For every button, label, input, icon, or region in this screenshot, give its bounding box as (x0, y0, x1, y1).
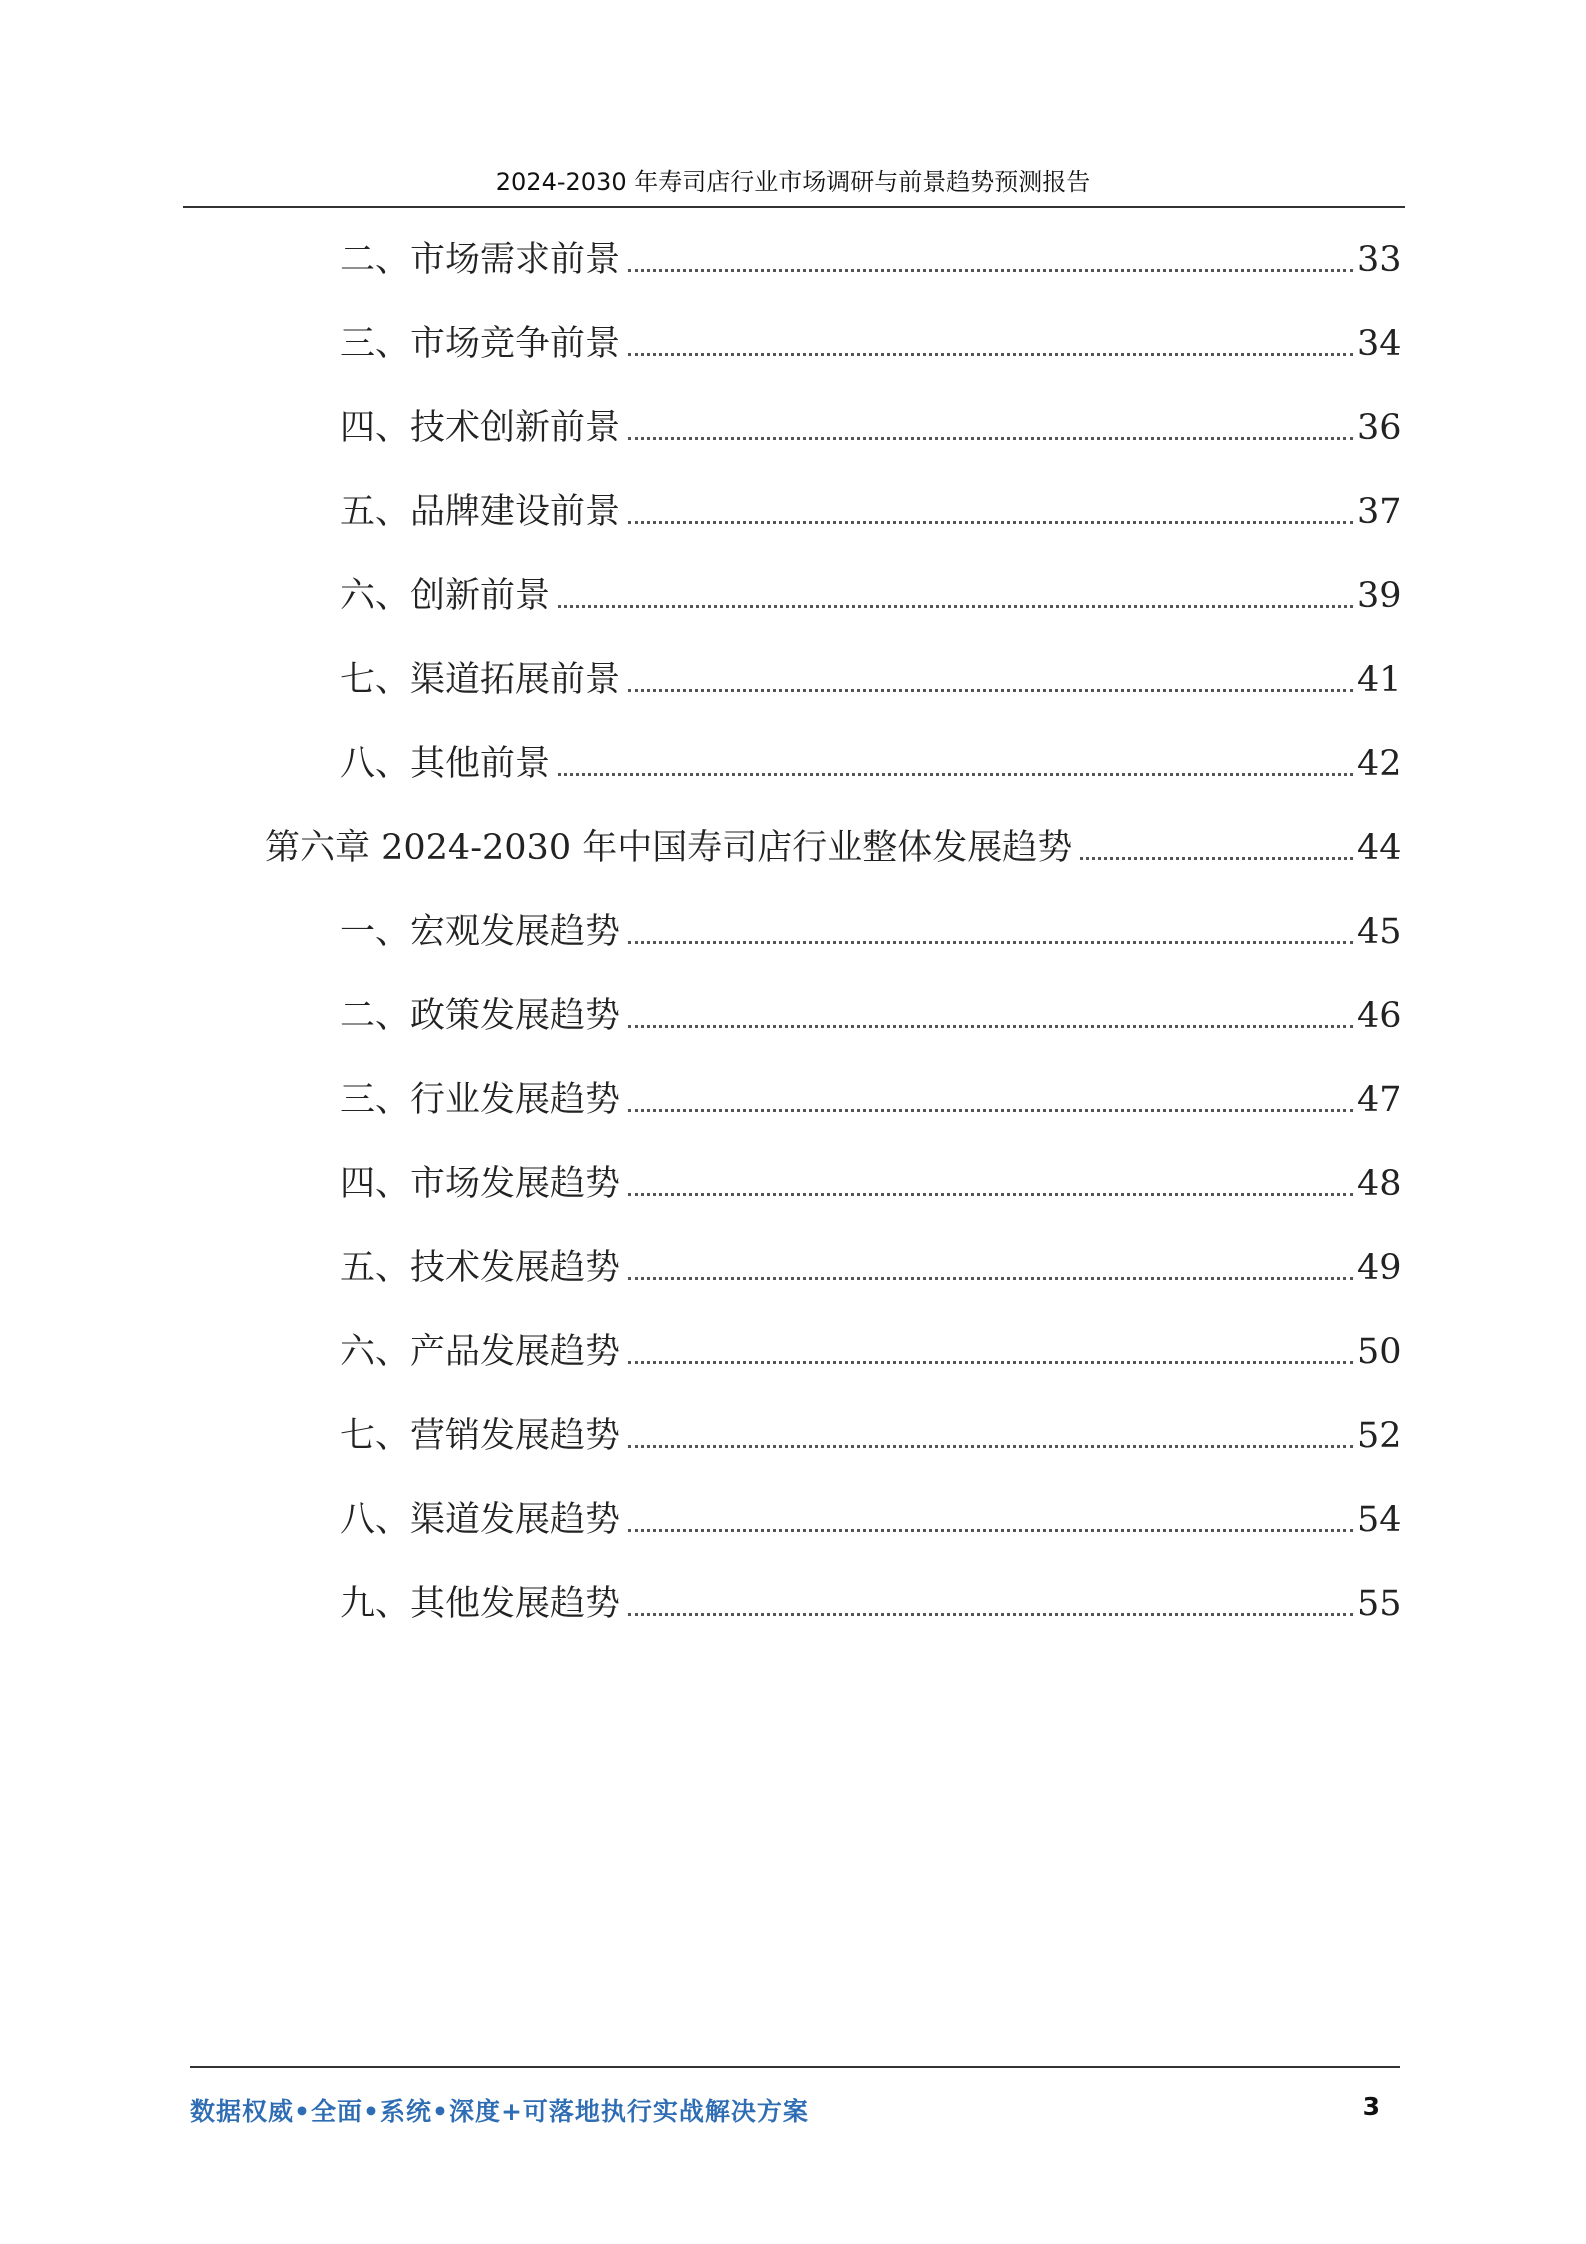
page-number: 3 (1362, 2092, 1380, 2121)
toc-dot-leader (628, 353, 1353, 356)
toc-entry-label: 八、其他前景 (340, 744, 551, 784)
toc-dot-leader (628, 1277, 1353, 1280)
toc-entry-label: 五、技术发展趋势 (340, 1248, 621, 1288)
toc-entry-page: 55 (1357, 1584, 1402, 1624)
toc-entry-page: 49 (1357, 1248, 1402, 1288)
toc-section-entry[interactable] (0, 726, 1586, 786)
toc-section-entry[interactable] (0, 306, 1586, 366)
toc-section-entry[interactable] (0, 894, 1586, 954)
toc-entry-page: 37 (1357, 492, 1402, 532)
toc-dot-leader (628, 941, 1353, 944)
toc-entry-label: 一、宏观发展趋势 (340, 912, 621, 952)
toc-entry-page: 54 (1357, 1500, 1402, 1540)
toc-dot-leader (628, 1529, 1353, 1532)
toc-dot-leader (628, 1361, 1353, 1364)
toc-dot-leader (628, 437, 1353, 440)
toc-entry-page: 46 (1357, 996, 1402, 1036)
toc-entry-page: 47 (1357, 1080, 1402, 1120)
toc-entry-label: 四、技术创新前景 (340, 408, 621, 448)
toc-entry-label: 六、产品发展趋势 (340, 1332, 621, 1372)
toc-dot-leader (628, 1109, 1353, 1112)
toc-dot-leader (628, 269, 1353, 272)
toc-section-entry[interactable] (0, 1146, 1586, 1206)
toc-section-entry[interactable] (0, 474, 1586, 534)
toc-entry-label: 五、品牌建设前景 (340, 492, 621, 532)
toc-dot-leader (628, 689, 1353, 692)
toc-entry-page: 34 (1357, 324, 1402, 364)
toc-entry-label: 二、政策发展趋势 (340, 996, 621, 1036)
toc-section-entry[interactable] (0, 390, 1586, 450)
toc-entry-label: 八、渠道发展趋势 (340, 1500, 621, 1540)
toc-entry-page: 41 (1357, 660, 1402, 700)
toc-entry-label: 九、其他发展趋势 (340, 1584, 621, 1624)
toc-section-entry[interactable] (0, 1566, 1586, 1626)
toc-entry-page: 42 (1357, 744, 1402, 784)
toc-section-entry[interactable] (0, 1062, 1586, 1122)
toc-entry-page: 45 (1357, 912, 1402, 952)
toc-dot-leader (628, 1613, 1353, 1616)
toc-entry-label: 三、行业发展趋势 (340, 1080, 621, 1120)
toc-entry-label: 三、市场竞争前景 (340, 324, 621, 364)
toc-chapter-entry[interactable] (0, 810, 1586, 870)
toc-section-entry[interactable] (0, 1314, 1586, 1374)
page-header-title: 2024-2030 年寿司店行业市场调研与前景趋势预测报告 (495, 168, 1091, 196)
header-divider (183, 206, 1405, 208)
toc-entry-label: 二、市场需求前景 (340, 240, 621, 280)
toc-dot-leader (628, 1025, 1353, 1028)
toc-entry-page: 33 (1357, 240, 1402, 280)
toc-entry-page: 50 (1357, 1332, 1402, 1372)
toc-dot-leader (628, 521, 1353, 524)
toc-entry-page: 48 (1357, 1164, 1402, 1204)
toc-section-entry[interactable] (0, 1230, 1586, 1290)
toc-section-entry[interactable] (0, 1398, 1586, 1458)
toc-entry-label: 六、创新前景 (340, 576, 551, 616)
toc-dot-leader (1080, 857, 1353, 860)
toc-entry-page: 36 (1357, 408, 1402, 448)
toc-entry-label: 七、营销发展趋势 (340, 1416, 621, 1456)
toc-entry-page: 39 (1357, 576, 1402, 616)
toc-entry-page: 52 (1357, 1416, 1402, 1456)
toc-dot-leader (628, 1445, 1353, 1448)
toc-entry-label: 七、渠道拓展前景 (340, 660, 621, 700)
footer-divider (190, 2066, 1400, 2068)
footer-slogan: 数据权威•全面•系统•深度+可落地执行实战解决方案 (190, 2097, 809, 2126)
toc-entry-label: 四、市场发展趋势 (340, 1164, 621, 1204)
toc-section-entry[interactable] (0, 978, 1586, 1038)
toc-dot-leader (628, 1193, 1353, 1196)
toc-section-entry[interactable] (0, 1482, 1586, 1542)
toc-section-entry[interactable] (0, 642, 1586, 702)
toc-section-entry[interactable] (0, 558, 1586, 618)
toc-entry-label: 第六章 2024-2030 年中国寿司店行业整体发展趋势 (265, 828, 1073, 868)
toc-dot-leader (558, 605, 1353, 608)
toc-dot-leader (558, 773, 1353, 776)
toc-section-entry[interactable] (0, 222, 1586, 282)
toc-entry-page: 44 (1357, 828, 1402, 868)
